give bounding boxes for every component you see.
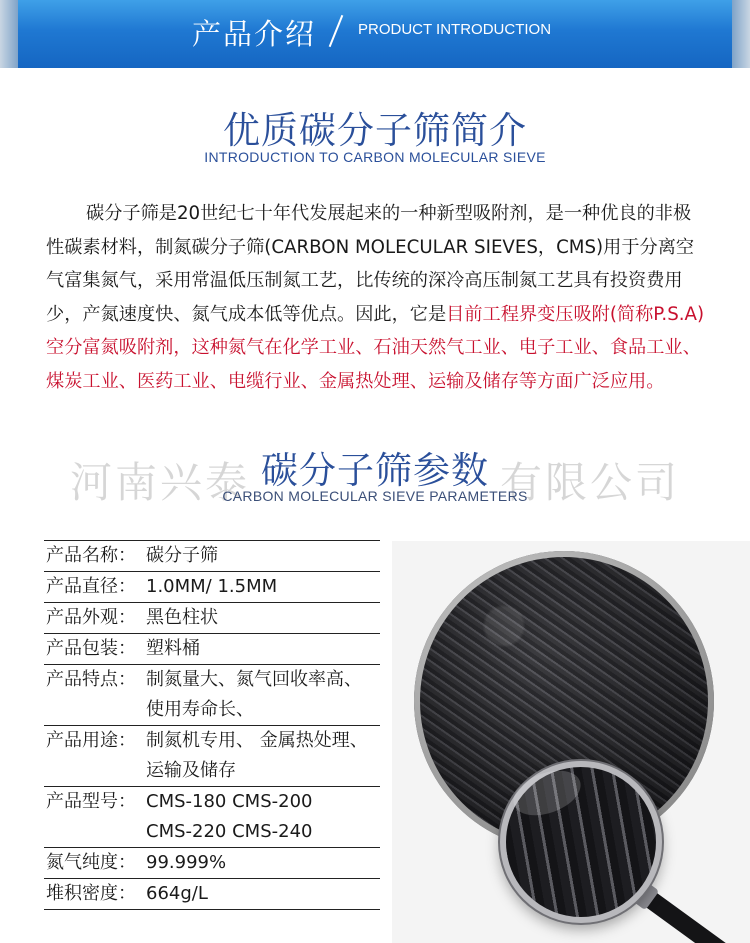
- param-value: 制氮机专用、 金属热处理、: [146, 730, 368, 751]
- param-label: 产品直径：: [46, 576, 136, 597]
- product-photo: [392, 541, 750, 943]
- param-label: 产品名称：: [46, 545, 136, 566]
- param-row: [44, 847, 380, 878]
- param-row: [44, 571, 380, 602]
- banner-left-edge: [0, 0, 18, 68]
- intro-text: 碳分子筛是20世纪七十年代发展起来的一种新型吸附剂，是一种优良的非极性碳素材料，制氮碳分子筛(CARBON MOLECULAR SIEVES，CMS)用于分离空气富集氮气，采用常温低压制氮工艺，比传统的深冷高压制氮工艺具有投资费用少，产氮速度快、氮气成本低等优点。因此，它是: [46, 203, 695, 325]
- param-value: 运输及储存: [146, 760, 236, 781]
- param-label: 产品用途：: [46, 730, 136, 751]
- param-value: 664g/L: [146, 883, 208, 904]
- intro-heading-en: INTRODUCTION TO CARBON MOLECULAR SIEVE: [204, 149, 546, 165]
- banner-title-cn: 产品介绍: [192, 17, 317, 51]
- param-value: 使用寿命长、: [146, 699, 254, 720]
- watermark-tail: 有限公司: [500, 458, 681, 507]
- param-value: 1.0MM/ 1.5MM: [146, 576, 278, 597]
- params-table: [44, 540, 380, 910]
- param-value: 碳分子筛: [146, 545, 218, 566]
- param-value: CMS-180 CMS-200: [146, 791, 313, 812]
- param-row: [44, 878, 380, 910]
- intro-highlight-text: 目前工程界变压吸附(简称P.S.A)空分富氮吸附剂，这种氮气在化学工业、石油天然气工业、电子工业、食品工业、煤炭工业、医药工业、电缆行业、金属热处理、运输及储存等方面广泛应用。: [46, 303, 705, 392]
- intro-paragraph: [46, 197, 708, 398]
- intro-heading-cn: 优质碳分子筛简介: [223, 109, 527, 152]
- banner-right-edge: [732, 0, 750, 68]
- params-heading-cn: 碳分子筛参数: [261, 449, 489, 492]
- param-label: 产品特点：: [46, 669, 136, 690]
- param-value: 黑色柱状: [146, 607, 218, 628]
- param-value: CMS-220 CMS-240: [146, 821, 313, 842]
- param-label: 堆积密度：: [46, 883, 136, 904]
- banner-title-en: PRODUCT INTRODUCTION: [358, 21, 552, 38]
- param-value: 制氮量大、氮气回收率高、: [146, 669, 362, 690]
- param-label: 产品外观：: [46, 607, 136, 628]
- top-banner: [0, 0, 750, 68]
- watermark-head: 河南兴泰: [69, 458, 250, 507]
- param-value: 塑料桶: [146, 638, 200, 659]
- param-row: [44, 602, 380, 633]
- param-row: [44, 664, 380, 725]
- param-label: 产品包装：: [46, 638, 136, 659]
- param-row: [44, 633, 380, 664]
- param-row: [44, 725, 380, 786]
- param-label: 产品型号：: [46, 791, 136, 812]
- param-row: [44, 786, 380, 847]
- banner-content: [180, 0, 570, 68]
- params-heading-en: CARBON MOLECULAR SIEVE PARAMETERS: [222, 488, 528, 504]
- param-value: 99.999%: [146, 852, 227, 873]
- param-label: 氮气纯度：: [46, 852, 136, 873]
- banner-slash-divider: [329, 15, 344, 47]
- param-row: [44, 540, 380, 571]
